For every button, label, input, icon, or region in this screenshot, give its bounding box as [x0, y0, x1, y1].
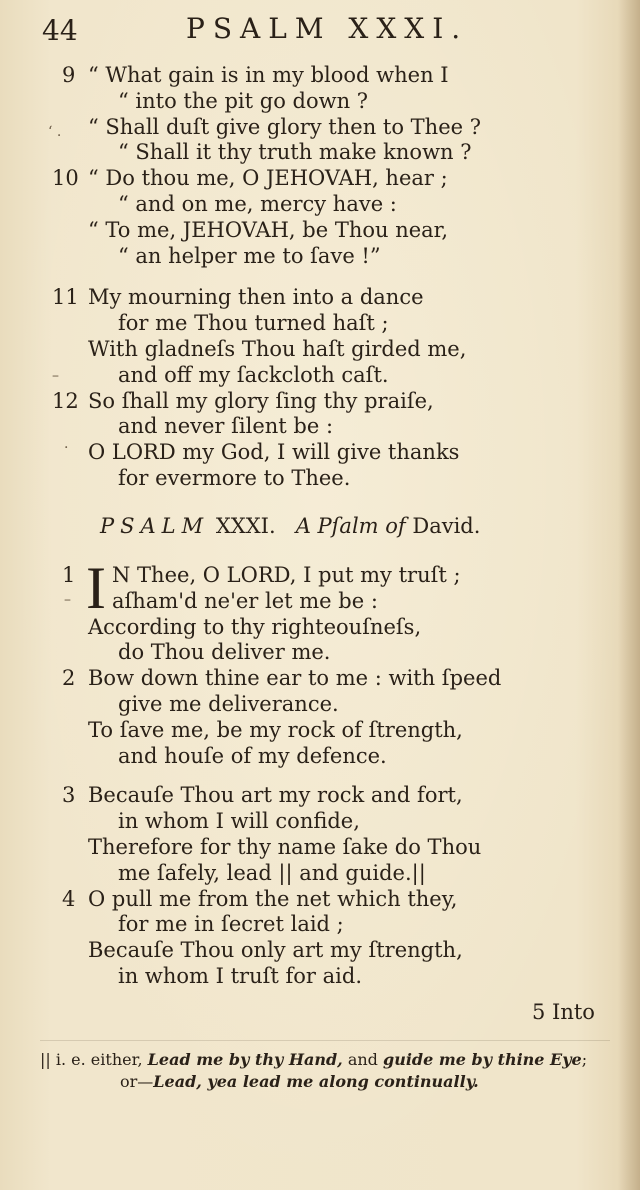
footnote-text: ;	[581, 1050, 588, 1069]
verse-line: Becauſe Thou art my rock and fort,	[88, 783, 463, 808]
footnote-italic: Lead, yea lead me along continually.	[153, 1072, 479, 1091]
ink-speck: ·	[64, 440, 69, 456]
verse-line: So ſhall my glory ſing thy praiſe,	[88, 388, 434, 413]
verse-number: 1	[62, 563, 76, 587]
verse-line: for evermore to Thee.	[118, 466, 351, 490]
verse-line: “ Shall duſt give glory then to Thee ?	[88, 114, 481, 139]
verse-line: and never ſilent be :	[118, 414, 334, 439]
catchword: 5 Into	[532, 1000, 595, 1024]
verse-line: in whom I truſt for aid.	[118, 964, 362, 988]
verse-line: in whom I will confide,	[118, 809, 360, 834]
subheading-a-psalm-of: A Pſalm of	[295, 514, 406, 538]
verse-line: Therefore for thy name ſake do Thou	[88, 835, 482, 859]
verse-line: for me Thou turned haſt ;	[118, 311, 389, 336]
footnote-text: || i. e. either,	[40, 1050, 143, 1069]
footnote-italic: Lead me by thy Hand,	[147, 1050, 343, 1069]
verse-line: “ What gain is in my blood when I	[88, 63, 449, 87]
verse-line: O pull me from the net which they,	[88, 886, 458, 911]
verse-line: With gladneſs Thou haſt girded me,	[88, 337, 467, 361]
subheading-psalm: PSALM	[100, 514, 210, 538]
footnote-italic: guide me by thine Eye	[383, 1050, 582, 1069]
verse-line: and off my ſackcloth caſt.	[118, 362, 389, 387]
verse-line: and houſe of my defence.	[118, 743, 387, 768]
verse-number: 4	[62, 886, 76, 911]
psalm-subheading	[100, 514, 480, 538]
verse-line: “ and on me, mercy have :	[118, 192, 397, 216]
verse-number: 12	[52, 388, 79, 413]
verse-line: “ an helper me to ſave !”	[118, 243, 381, 268]
footnote-rule	[40, 1040, 610, 1041]
verse-number: 10	[52, 166, 79, 191]
verse-line: Becauſe Thou only art my ſtrength,	[88, 938, 463, 963]
verse-line: N Thee, O LORD, I put my truſt ;	[112, 563, 461, 587]
page-edge-shadow	[618, 0, 640, 1190]
page-number: 44	[42, 14, 78, 47]
verse-line: for me in ſecret laid ;	[118, 912, 344, 937]
verse-line: “ Shall it thy truth make known ?	[118, 140, 472, 165]
verse-line: “ To me, JEHOVAH, be Thou near,	[88, 217, 449, 242]
footnote-line-1	[40, 1050, 587, 1069]
verse-line: “ Do thou me, O JEHOVAH, hear ;	[88, 166, 448, 191]
verse-line: According to thy righteouſneſs,	[88, 614, 422, 639]
subheading-number: XXXI.	[215, 514, 276, 538]
verse-line: Bow down thine ear to me : with ſpeed	[88, 666, 502, 691]
footnote-text: or—	[120, 1072, 154, 1091]
running-title: PSALM XXXI.	[186, 12, 469, 45]
verse-number: 3	[62, 783, 76, 808]
verse-line: “ into the pit go down ?	[118, 88, 369, 113]
verse-line: give me deliverance.	[118, 692, 339, 716]
verse-line: To ſave me, be my rock of ſtrength,	[88, 717, 463, 742]
verse-number: 9	[62, 63, 76, 87]
footnote-text: and	[347, 1050, 378, 1069]
verse-line: aſham'd ne'er let me be :	[112, 588, 378, 613]
verse-line: do Thou deliver me.	[118, 640, 331, 665]
verse-line: me ſafely, lead || and guide.||	[118, 860, 426, 885]
ink-speck: –	[64, 592, 71, 608]
verse-line: O LORD my God, I will give thanks	[88, 440, 460, 465]
footnote-line-2	[120, 1072, 479, 1091]
ink-speck: –	[52, 368, 59, 384]
verse-number: 11	[52, 285, 79, 310]
verse-number: 2	[62, 666, 76, 691]
drop-cap: I	[86, 555, 106, 621]
verse-line: My mourning then into a dance	[88, 285, 424, 310]
subheading-david: David.	[412, 514, 481, 538]
ink-speck: ‘ .	[48, 124, 62, 140]
